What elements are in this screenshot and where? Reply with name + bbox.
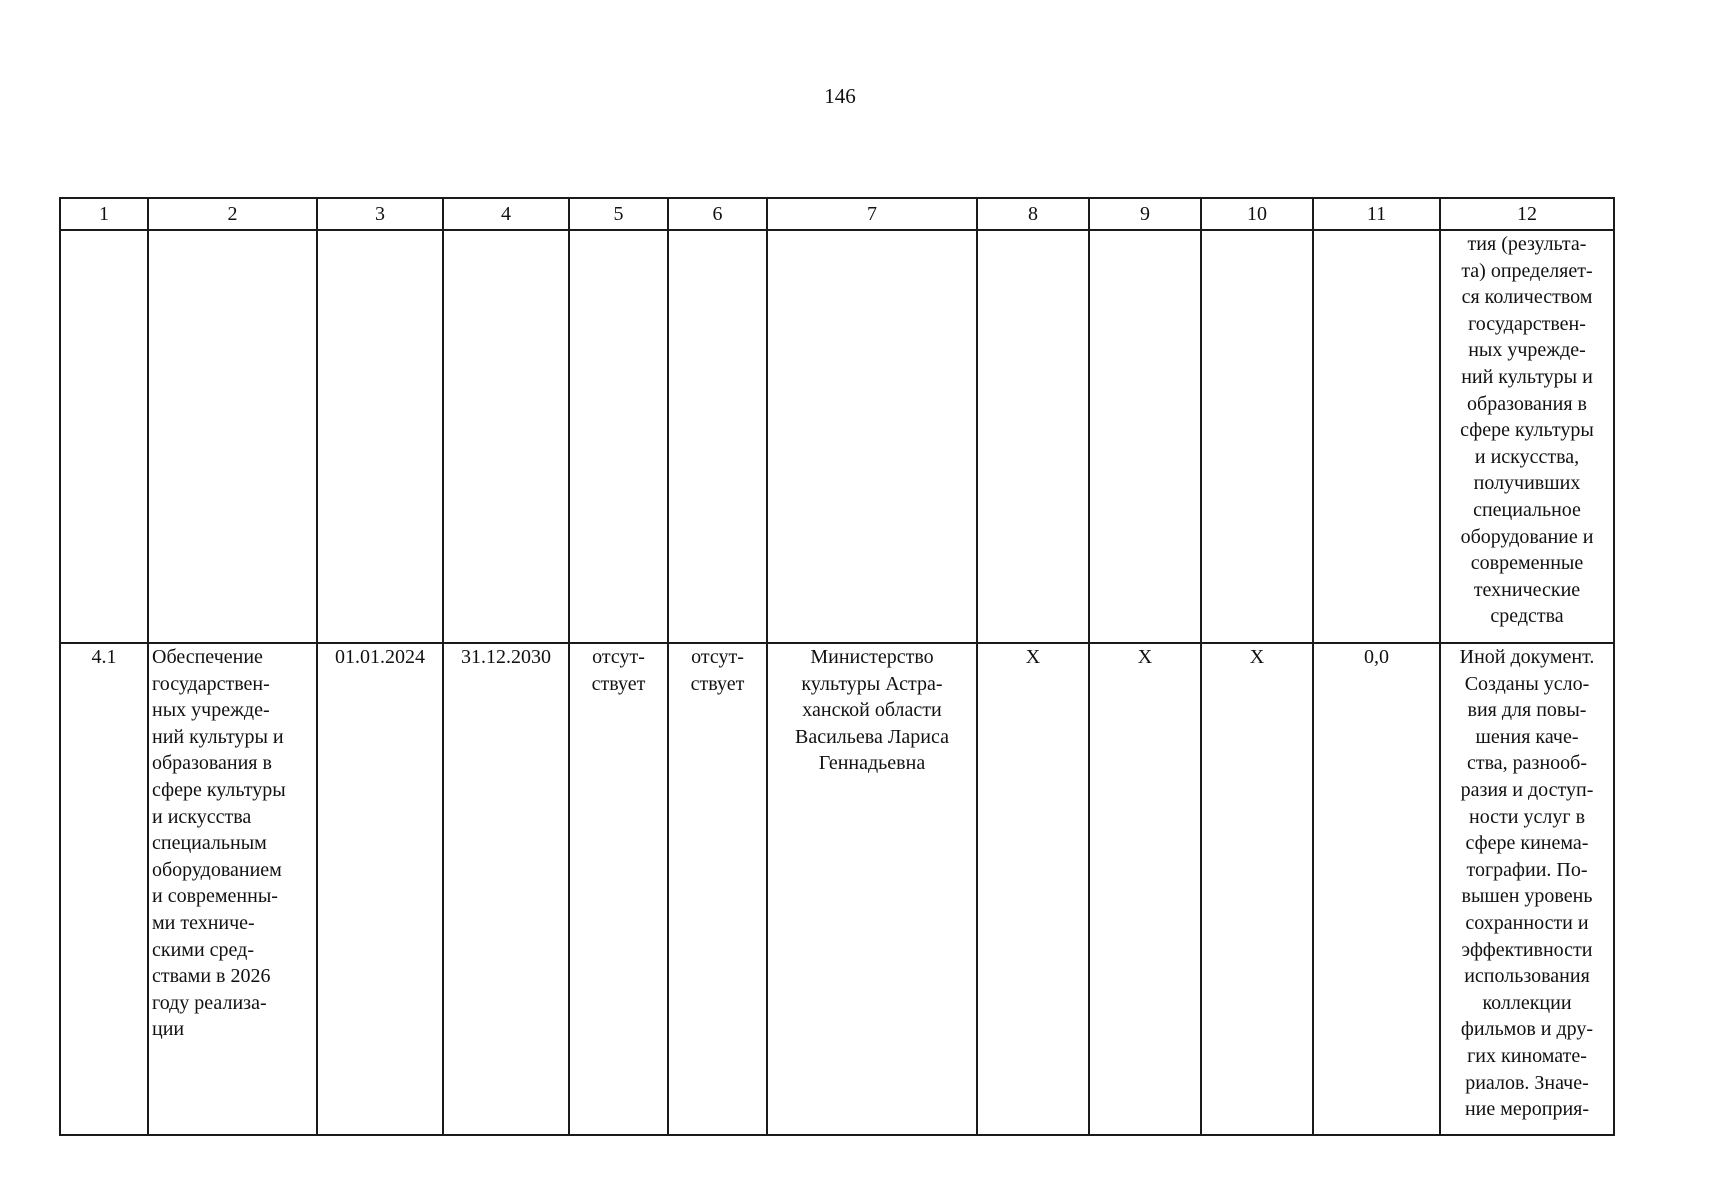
cell-number bbox=[60, 230, 148, 643]
table-row-continuation bbox=[60, 230, 1614, 643]
table-row-4-1 bbox=[60, 643, 1614, 1135]
cell-name bbox=[148, 230, 317, 643]
column-header-3: 3 bbox=[317, 198, 443, 230]
cell-col8 bbox=[977, 230, 1089, 643]
cell-description: тия (результа- та) определяет- ся количеством государствен- ных учрежде- ний культуры и образования в сфере культуры и искусства, получивших специальное оборудование и современные технические средства bbox=[1440, 230, 1614, 643]
cell-col5: отсут- ствует bbox=[569, 643, 668, 1135]
column-header-5: 5 bbox=[569, 198, 668, 230]
cell-col9 bbox=[1089, 230, 1201, 643]
column-header-8: 8 bbox=[977, 198, 1089, 230]
cell-start-date: 01.01.2024 bbox=[317, 643, 443, 1135]
header-row bbox=[60, 198, 1614, 230]
column-header-9: 9 bbox=[1089, 198, 1201, 230]
cell-responsible bbox=[767, 230, 977, 643]
cell-col10: X bbox=[1201, 643, 1313, 1135]
document-table bbox=[59, 197, 1615, 1136]
cell-col6 bbox=[668, 230, 767, 643]
cell-col11 bbox=[1313, 230, 1440, 643]
cell-col5 bbox=[569, 230, 668, 643]
cell-start-date bbox=[317, 230, 443, 643]
column-header-2: 2 bbox=[148, 198, 317, 230]
cell-end-date: 31.12.2030 bbox=[443, 643, 569, 1135]
cell-col11: 0,0 bbox=[1313, 643, 1440, 1135]
column-header-1: 1 bbox=[60, 198, 148, 230]
cell-col8: X bbox=[977, 643, 1089, 1135]
column-header-12: 12 bbox=[1440, 198, 1614, 230]
column-header-11: 11 bbox=[1313, 198, 1440, 230]
page-number: 146 bbox=[824, 84, 856, 108]
cell-end-date bbox=[443, 230, 569, 643]
cell-col9: X bbox=[1089, 643, 1201, 1135]
cell-responsible: Министерство культуры Астра- ханской области Васильева Лариса Геннадьевна bbox=[767, 643, 977, 1135]
cell-description: Иной документ. Созданы усло- вия для повы- шения каче- ства, разнооб- разия и доступ- ности услуг в сфере кинема- тографии. По- вышен уровень сохранности и эффективности использования коллекции фильмов и дру- гих киномате- риалов. Значе- ние мероприя- bbox=[1440, 643, 1614, 1135]
cell-name: Обеспечение государствен- ных учрежде- ний культуры и образования в сфере культуры и искусства специальным оборудованием и современны- ми техниче- скими сред- ствами в 2026 году реализа- ции bbox=[148, 643, 317, 1135]
cell-col6: отсут- ствует bbox=[668, 643, 767, 1135]
cell-number: 4.1 bbox=[60, 643, 148, 1135]
column-header-10: 10 bbox=[1201, 198, 1313, 230]
column-header-7: 7 bbox=[767, 198, 977, 230]
column-header-6: 6 bbox=[668, 198, 767, 230]
cell-col10 bbox=[1201, 230, 1313, 643]
column-header-4: 4 bbox=[443, 198, 569, 230]
